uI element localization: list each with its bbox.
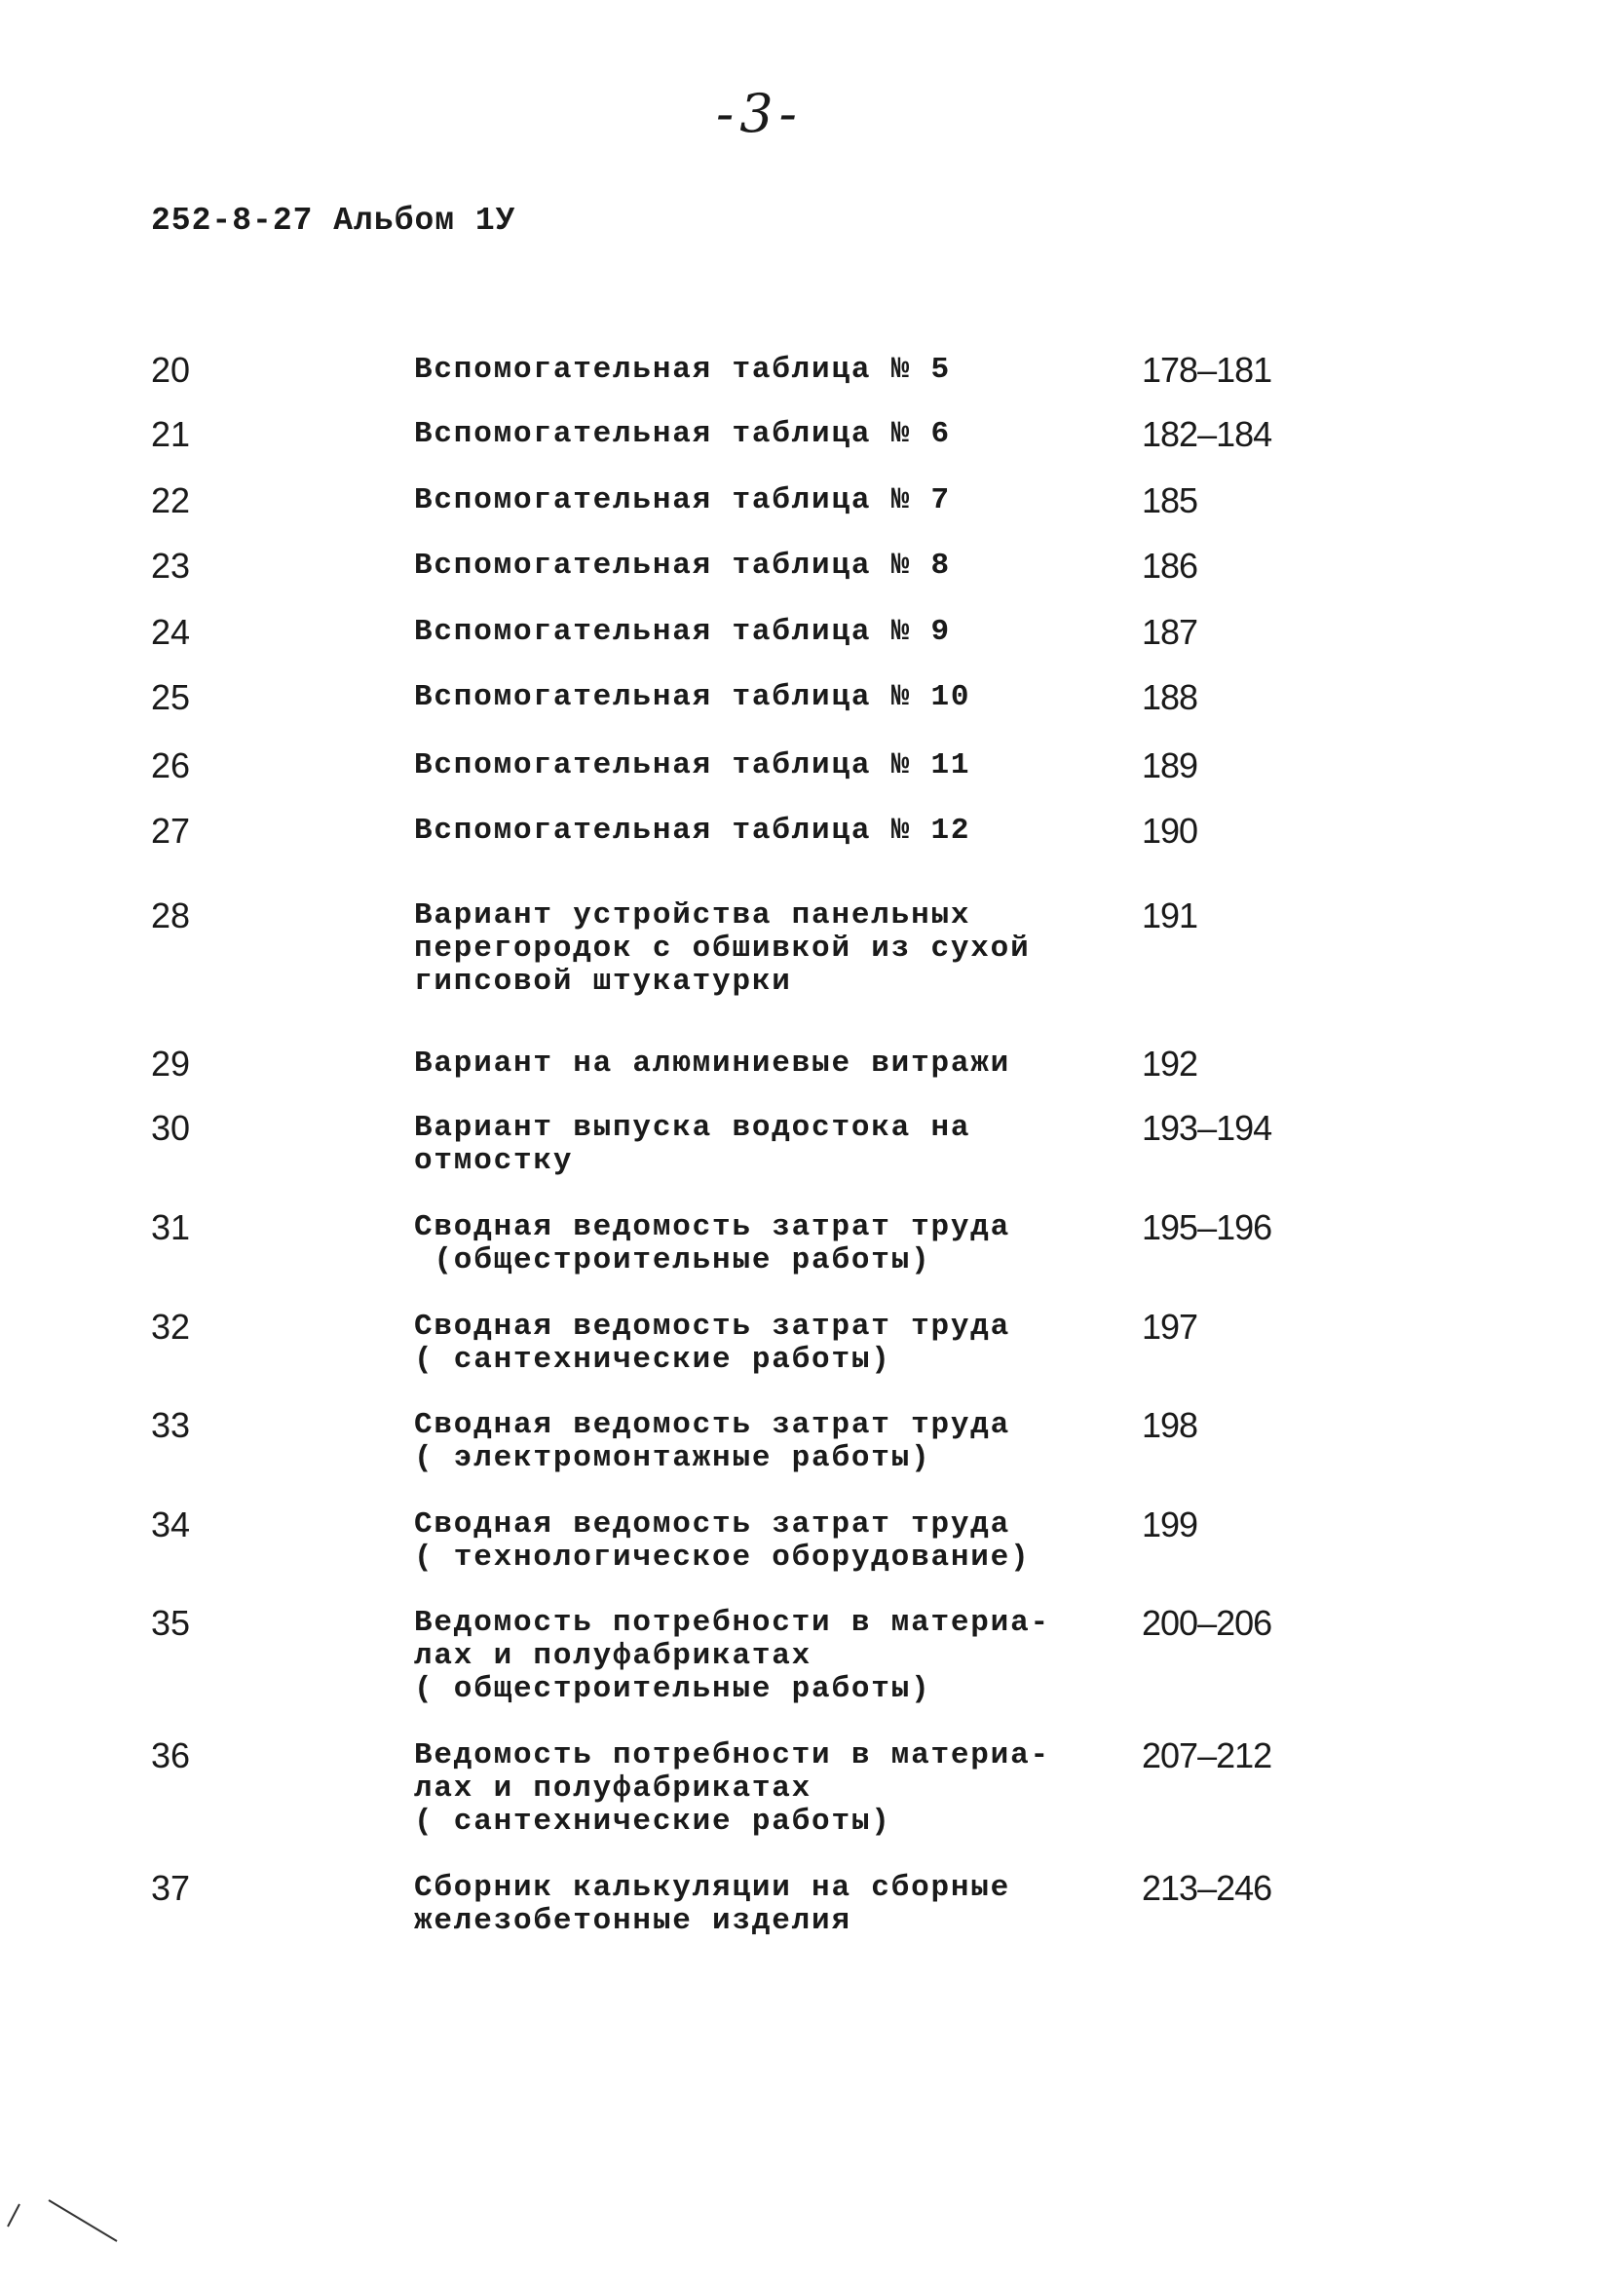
item-title-line: Вариант выпуска водостока на [414, 1111, 971, 1145]
item-number: 31 [151, 1207, 191, 1247]
item-title-line: ( общестроительные работы) [414, 1672, 931, 1706]
item-title [414, 899, 1115, 999]
item-title-line: Вспомогательная таблица № 9 [414, 615, 951, 649]
item-title [414, 1311, 1115, 1377]
item-title-line: Вариант устройства панельных [414, 898, 971, 933]
item-number: 30 [151, 1108, 191, 1148]
item-number: 23 [151, 546, 191, 586]
item-number: 22 [151, 480, 191, 520]
item-title-line: Сводная ведомость затрат труда [414, 1408, 1011, 1442]
item-pages: 192 [1142, 1044, 1198, 1084]
item-title-line: Ведомость потребности в материа- [414, 1738, 1050, 1772]
item-number: 24 [151, 612, 191, 652]
item-pages: 193–194 [1142, 1108, 1272, 1148]
item-title [414, 616, 1115, 649]
item-number: 25 [151, 677, 191, 717]
item-pages: 191 [1142, 895, 1198, 935]
item-title-line: Вспомогательная таблица № 6 [414, 417, 951, 451]
item-pages: 199 [1142, 1504, 1198, 1544]
item-pages: 195–196 [1142, 1207, 1272, 1247]
item-title-line: ( сантехнические работы) [414, 1343, 891, 1377]
item-title-line: лах и полуфабрикатах [414, 1639, 812, 1673]
item-title-line: ( сантехнические работы) [414, 1805, 891, 1839]
item-title-line: Вспомогательная таблица № 5 [414, 353, 951, 387]
item-pages: 190 [1142, 811, 1198, 851]
item-number: 32 [151, 1307, 191, 1347]
item-number: 28 [151, 895, 191, 935]
item-title [414, 1409, 1115, 1475]
item-pages: 207–212 [1142, 1735, 1272, 1775]
page-number: -3- [716, 83, 803, 144]
item-title-line: Ведомость потребности в материа- [414, 1606, 1050, 1640]
item-title-line: Вспомогательная таблица № 8 [414, 549, 951, 583]
item-number: 35 [151, 1603, 191, 1643]
item-pages: 213–246 [1142, 1868, 1272, 1908]
item-pages: 187 [1142, 612, 1198, 652]
item-title-line: Вспомогательная таблица № 12 [414, 814, 971, 848]
item-title [414, 418, 1115, 451]
item-title-line: Вариант на алюминиевые витражи [414, 1047, 1011, 1081]
item-pages: 182–184 [1142, 414, 1272, 454]
item-number: 27 [151, 811, 191, 851]
item-title [414, 749, 1115, 782]
item-number: 26 [151, 745, 191, 785]
item-title-line: Сводная ведомость затрат труда [414, 1507, 1011, 1542]
item-title-line: Вспомогательная таблица № 11 [414, 748, 971, 782]
item-pages: 185 [1142, 480, 1198, 520]
item-title [414, 550, 1115, 583]
item-pages: 186 [1142, 546, 1198, 586]
item-title-line: лах и полуфабрикатах [414, 1771, 812, 1806]
item-title-line: ( электромонтажные работы) [414, 1441, 931, 1475]
item-pages: 189 [1142, 745, 1198, 785]
pen-marks [0, 2183, 136, 2261]
item-title-line: ( технологическое оборудование) [414, 1541, 1031, 1575]
item-title-line: Сводная ведомость затрат труда [414, 1210, 1011, 1244]
item-title [414, 1739, 1115, 1839]
item-title [414, 1607, 1115, 1706]
item-title [414, 1211, 1115, 1277]
item-number: 33 [151, 1405, 191, 1445]
item-title-line: железобетонные изделия [414, 1904, 851, 1938]
item-title-line: Сборник калькуляции на сборные [414, 1871, 1011, 1905]
item-title [414, 1047, 1115, 1081]
item-title [414, 484, 1115, 517]
item-title [414, 681, 1115, 714]
item-title-line: отмостку [414, 1144, 574, 1178]
item-number: 36 [151, 1735, 191, 1775]
item-pages: 188 [1142, 677, 1198, 717]
item-pages: 198 [1142, 1405, 1198, 1445]
item-number: 34 [151, 1504, 191, 1544]
item-number: 37 [151, 1868, 191, 1908]
item-title [414, 1872, 1115, 1938]
item-title [414, 1112, 1115, 1178]
item-pages: 200–206 [1142, 1603, 1272, 1643]
item-pages: 178–181 [1142, 350, 1272, 390]
item-number: 20 [151, 350, 191, 390]
item-pages: 197 [1142, 1307, 1198, 1347]
item-title-line: Вспомогательная таблица № 7 [414, 483, 951, 517]
item-number: 21 [151, 414, 191, 454]
item-title [414, 815, 1115, 848]
item-title [414, 1508, 1115, 1575]
item-title-line: Сводная ведомость затрат труда [414, 1310, 1011, 1344]
document-header: 252-8-27 Альбом 1У [151, 203, 516, 239]
item-title-line: перегородок с обшивкой из сухой [414, 932, 1031, 966]
item-title-line: гипсовой штукатурки [414, 965, 792, 999]
item-title-line: (общестроительные работы) [414, 1243, 931, 1277]
item-title-line: Вспомогательная таблица № 10 [414, 680, 971, 714]
item-title [414, 354, 1115, 387]
item-number: 29 [151, 1044, 191, 1084]
